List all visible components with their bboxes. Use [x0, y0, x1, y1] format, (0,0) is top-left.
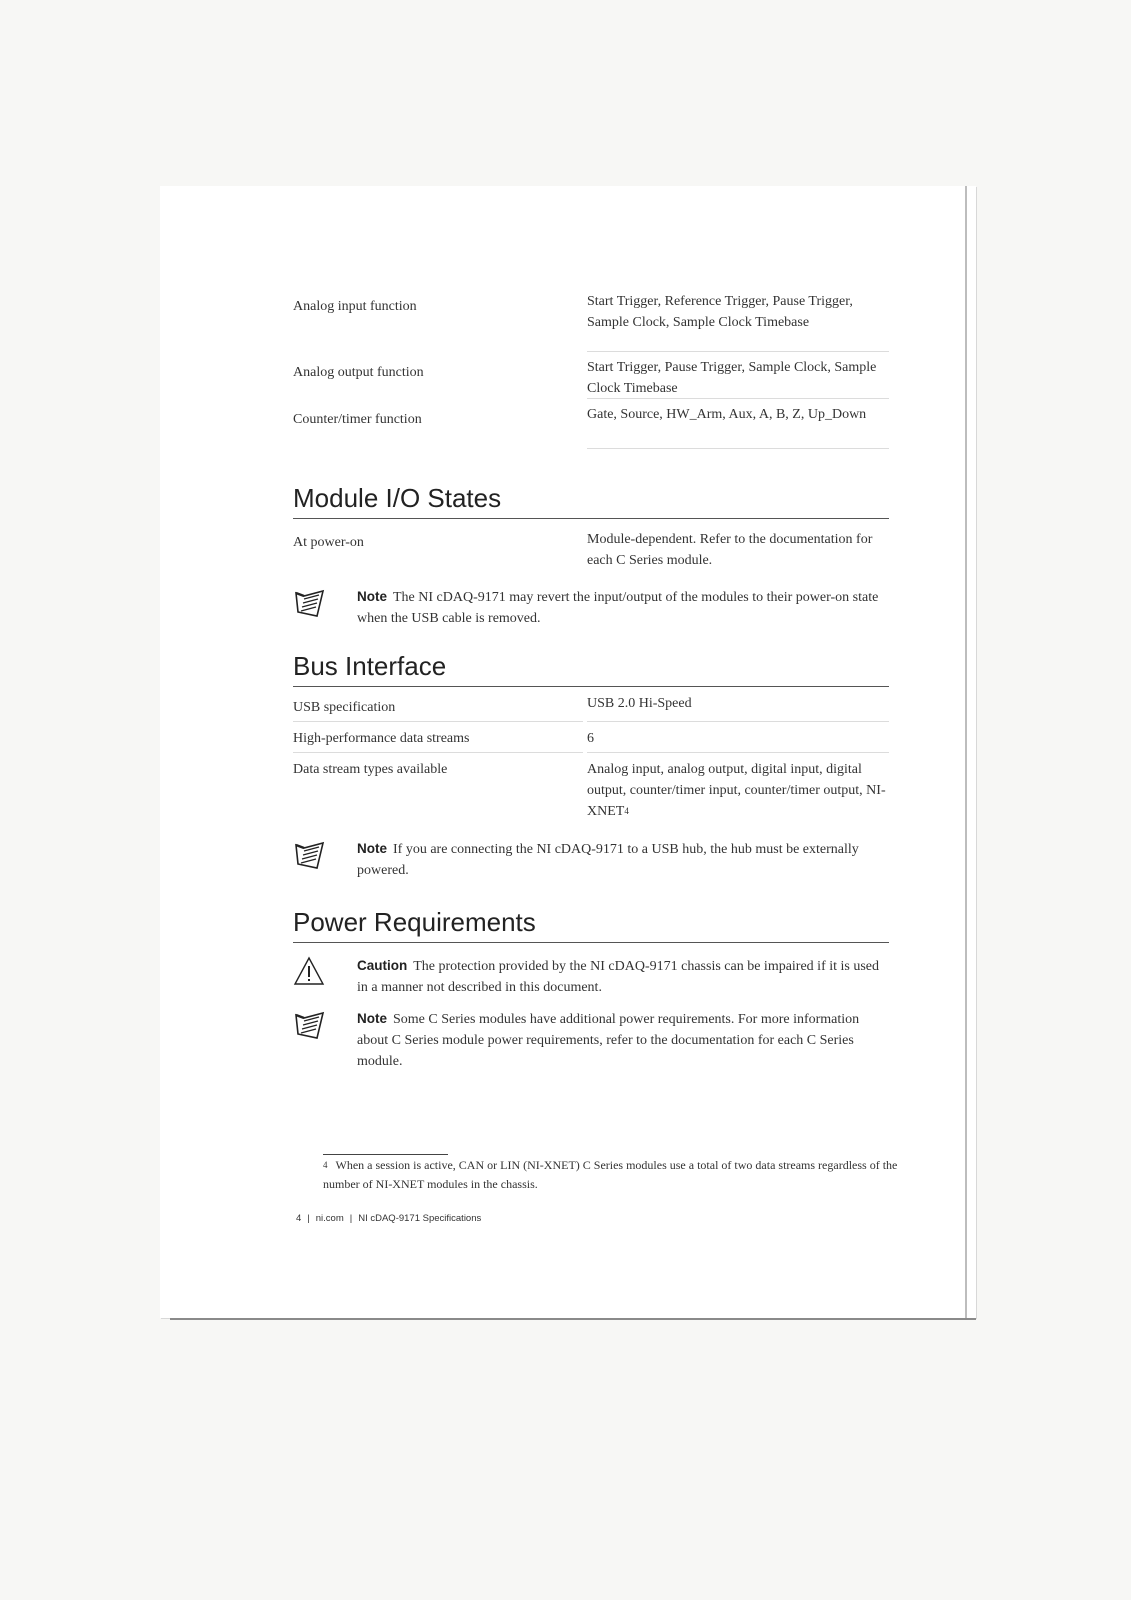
- note-text: [357, 586, 889, 629]
- footnote-rule: [323, 1154, 448, 1155]
- caution-text: [357, 955, 889, 998]
- row-label: Data stream types available: [293, 762, 448, 777]
- row-label: At power-on: [293, 535, 364, 550]
- note-keyword: Note: [357, 841, 387, 856]
- note-text: [357, 838, 889, 881]
- row-value-text: Gate, Source, HW_Arm, Aux, A, B, Z, Up_Down: [587, 403, 889, 449]
- row-value: [587, 403, 889, 451]
- note-body: The NI cDAQ-9171 may revert the input/output of the modules to their power-on state when the USB cable is removed.: [357, 590, 879, 626]
- footer-site: ni.com: [315, 1213, 344, 1224]
- table-row: [293, 693, 889, 722]
- sheet-edge-bottom: [170, 1318, 976, 1320]
- row-value-text: Start Trigger, Pause Trigger, Sample Clock, Sample Clock Timebase: [587, 356, 889, 399]
- caution-block: [293, 955, 889, 998]
- footnote: [323, 1156, 898, 1194]
- footnote-ref: 4: [624, 806, 629, 816]
- caution-body: The protection provided by the NI cDAQ-9171 chassis can be impaired if it is used in a manner not described in this document.: [357, 959, 880, 995]
- row-label: High-performance data streams: [293, 724, 583, 753]
- table-row: [293, 290, 889, 356]
- row-label: Analog input function: [293, 299, 417, 314]
- note-icon: [293, 838, 357, 877]
- page-footer: [296, 1213, 481, 1224]
- row-label: Counter/timer function: [293, 412, 422, 427]
- section-title: Bus Interface: [293, 651, 889, 687]
- note-block: [293, 1008, 889, 1072]
- note-text: [357, 1008, 889, 1072]
- table-row: [293, 403, 889, 451]
- note-body: Some C Series modules have additional power requirements. For more information about C Series module power requirements, refer to the documentation for each C Series module.: [357, 1012, 860, 1069]
- footer-doc-title: NI cDAQ-9171 Specifications: [358, 1213, 482, 1224]
- caution-keyword: Caution: [357, 958, 408, 973]
- section-module-io: [293, 483, 889, 629]
- row-value: USB 2.0 Hi-Speed: [587, 693, 889, 722]
- row-value: [587, 290, 889, 356]
- note-keyword: Note: [357, 1011, 387, 1026]
- note-block: [293, 586, 889, 629]
- row-value: 6: [587, 724, 889, 753]
- footer-separator: |: [349, 1213, 353, 1224]
- row-value: [587, 356, 889, 403]
- footnote-number: 4: [323, 1160, 328, 1170]
- note-keyword: Note: [357, 589, 387, 604]
- section-bus-interface: [293, 651, 889, 881]
- note-body: If you are connecting the NI cDAQ-9171 to a USB hub, the hub must be externally powered.: [357, 842, 859, 878]
- row-label: Analog output function: [293, 365, 424, 380]
- sheet-edge-right: [965, 186, 967, 1318]
- table-row: [293, 524, 889, 572]
- table-row: [293, 356, 889, 403]
- section-power: [293, 907, 889, 1072]
- note-icon: [293, 1008, 357, 1047]
- note-icon: [293, 586, 357, 625]
- note-block: [293, 838, 889, 881]
- page-content: [293, 290, 889, 1072]
- row-value: Module-dependent. Refer to the documentation for each C Series module.: [587, 532, 873, 568]
- row-value-text: Analog input, analog output, digital input, digital output, counter/timer input, counter/timer output, NI-XNET: [587, 762, 886, 819]
- table-row: [293, 724, 889, 753]
- caution-icon: [293, 955, 357, 992]
- row-value-text: Start Trigger, Reference Trigger, Pause Trigger, Sample Clock, Sample Clock Timebase: [587, 290, 889, 352]
- section-title: Power Requirements: [293, 907, 889, 943]
- trigger-table: [293, 290, 889, 451]
- footer-separator: |: [307, 1213, 310, 1224]
- page-number: 4: [296, 1213, 302, 1224]
- table-row: [293, 755, 889, 822]
- footnote-text: When a session is active, CAN or LIN (NI-XNET) C Series modules use a total of two data streams regardless of the number of NI-XNET modules in the chassis.: [323, 1158, 898, 1191]
- row-value: [587, 755, 889, 822]
- row-label: USB specification: [293, 693, 583, 722]
- section-title: Module I/O States: [293, 483, 889, 519]
